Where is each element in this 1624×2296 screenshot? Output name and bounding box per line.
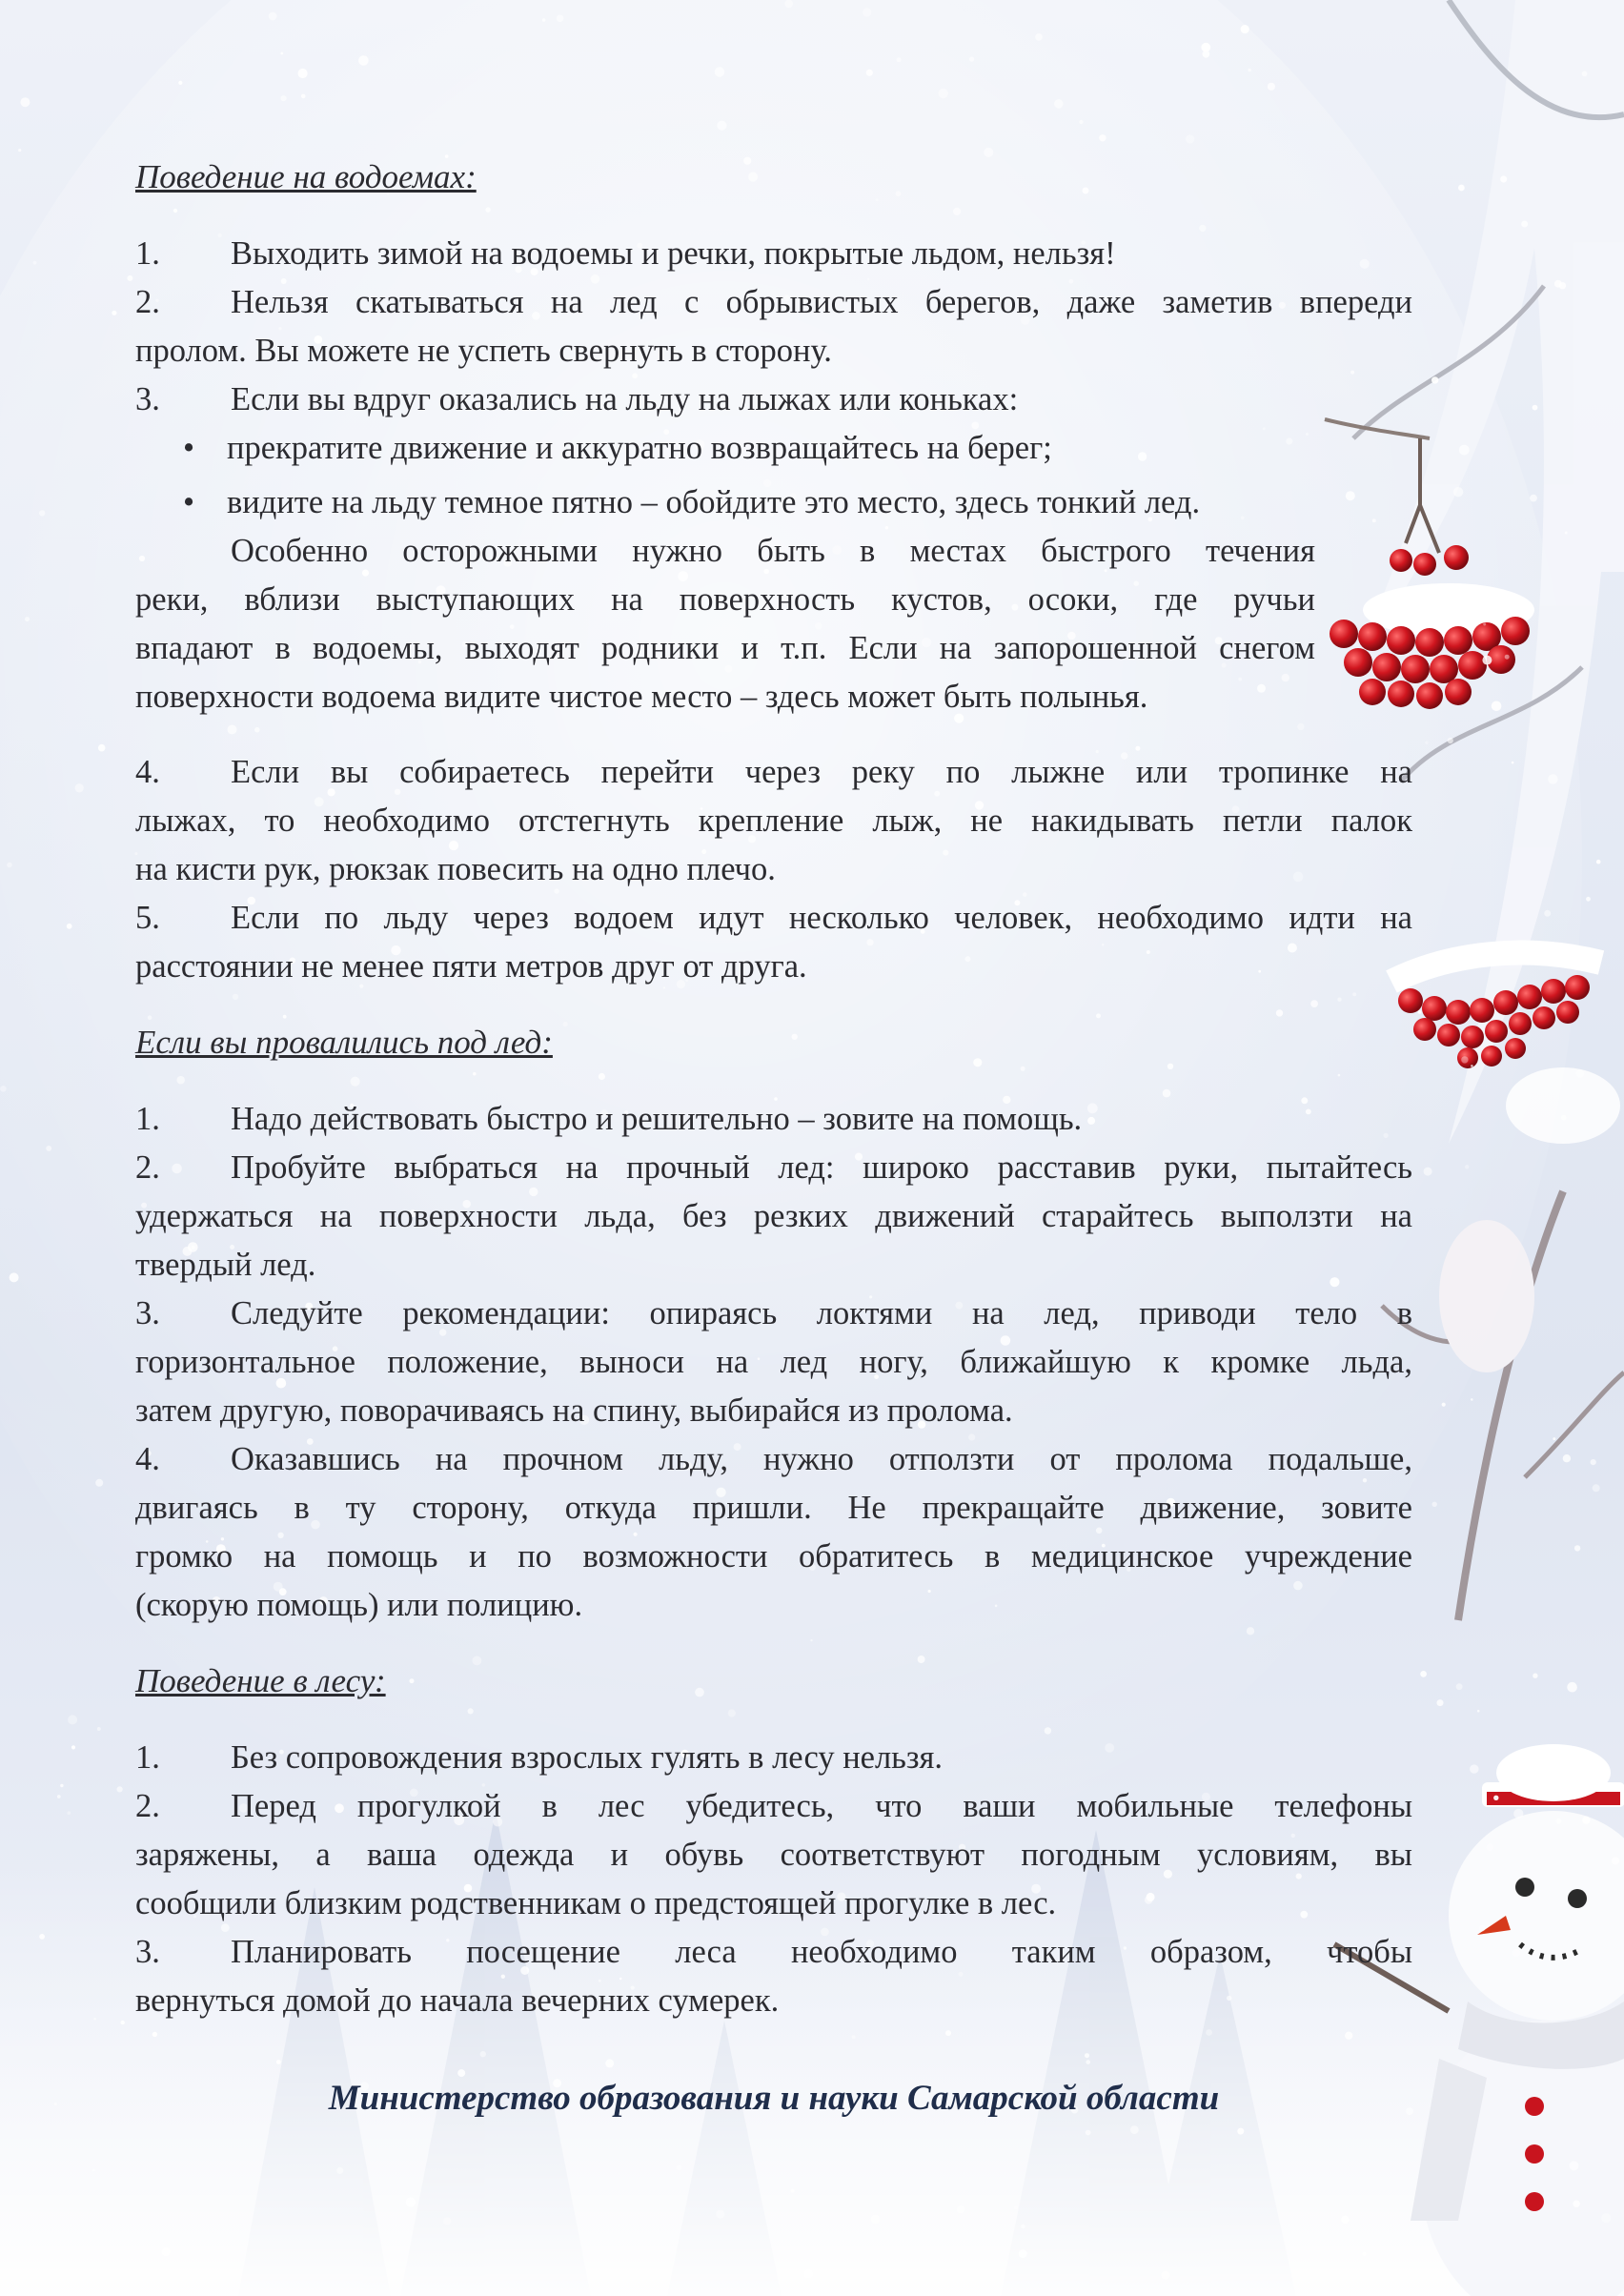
snowflake — [1248, 69, 1250, 71]
snowflake — [1512, 1949, 1520, 1957]
snowflake — [1019, 2249, 1027, 2258]
snowflake — [1086, 2060, 1090, 2064]
water-item-5 — [135, 899, 1412, 937]
ice-item-4-cont-1: двигаясь в ту сторону, откуда пришли. Не прекращайте движение, зовите — [135, 1490, 1412, 1526]
ice-item-4-cont-2: громко на помощь и по возможности обратитесь в медицинское учреждение — [135, 1538, 1412, 1575]
bullet-text: прекратите движение и аккуратно возвращайтесь на берег; — [227, 430, 1052, 466]
snowflake — [121, 2021, 125, 2024]
snowflake — [1582, 71, 1588, 77]
snowflake — [542, 18, 546, 22]
snowflake — [18, 149, 21, 152]
snowflake — [1456, 1683, 1463, 1690]
snowflake — [1362, 2252, 1366, 2256]
item-number: 1. — [135, 1101, 160, 1137]
snowflake — [918, 1656, 925, 1663]
snowflake — [1561, 1115, 1567, 1121]
snowflake — [1161, 2271, 1169, 2280]
snowflake — [876, 198, 879, 201]
snowflake — [957, 2205, 965, 2214]
snowflake — [1500, 175, 1507, 182]
snowflake — [1554, 280, 1562, 288]
snowflake — [283, 1015, 287, 1019]
snowflake — [98, 744, 106, 752]
item-number: 4. — [135, 754, 160, 790]
snowflake — [449, 841, 458, 850]
paragraph-text: Особенно осторожными нужно быть в местах быстрого течения — [231, 533, 1315, 569]
snowflake — [810, 1639, 812, 1641]
snowflake — [1345, 2032, 1352, 2040]
water-item-4-cont-2: на кисти рук, рюкзак повесить на одно плечо. — [135, 851, 776, 887]
snowflake — [1086, 2130, 1091, 2136]
snowflake — [57, 1795, 61, 1798]
snowflake — [1338, 1074, 1341, 1077]
snowflake — [457, 2069, 465, 2077]
snowflake — [25, 617, 30, 621]
snowflake — [1521, 221, 1528, 228]
snowflake — [1574, 1545, 1580, 1551]
snowflake — [1483, 623, 1486, 626]
snowflake — [959, 1972, 964, 1977]
item-text: Если вы вдруг оказались на льду на лыжах или коньках: — [231, 381, 1019, 417]
snowflake — [162, 2247, 171, 2256]
snowflake — [1247, 1627, 1254, 1635]
snowflake — [1099, 134, 1106, 141]
snowflake — [1448, 738, 1453, 743]
snowflake — [1237, 2128, 1244, 2135]
snowflake — [792, 1034, 798, 1040]
snowflake — [1612, 1857, 1619, 1864]
snowflake — [677, 2164, 682, 2170]
snowflake — [969, 56, 974, 61]
ice-item-2-cont-1: удержаться на поверхности льда, без резких движений старайтесь выползти на — [135, 1198, 1412, 1234]
snowflake — [278, 327, 281, 330]
forest-item-2-cont-2: сообщили близким родственникам о предстоящей прогулке в лес. — [135, 1885, 1057, 1921]
water-item-2 — [135, 283, 1412, 321]
snowflake — [358, 55, 369, 66]
snowflake — [127, 275, 132, 281]
snowflake — [605, 2059, 614, 2067]
snowflake — [728, 1709, 736, 1717]
snowflake — [254, 727, 260, 733]
snowflake — [1459, 445, 1470, 456]
snowflake — [20, 97, 30, 107]
water-paragraph-line-4: поверхности водоема видите чистое место – здесь может быть полынья. — [135, 679, 1148, 715]
item-number: 5. — [135, 900, 160, 936]
snowflake — [92, 2169, 95, 2172]
forest-item-2 — [135, 1787, 1412, 1825]
snowflake — [443, 2217, 451, 2225]
snowflake — [984, 148, 993, 157]
snowflake — [1352, 992, 1356, 996]
item-number: 3. — [135, 381, 160, 417]
ice-item-1 — [135, 1100, 1412, 1138]
snowflake — [1513, 1809, 1523, 1819]
snowflake — [176, 1076, 185, 1085]
snowflake — [473, 1072, 477, 1076]
snowflake — [46, 1146, 51, 1151]
snowflake — [10, 1272, 19, 1282]
item-text: Без сопровождения взрослых гулять в лесу нельзя. — [231, 1739, 944, 1776]
snowflake — [173, 209, 177, 213]
snowflake — [1045, 1727, 1051, 1734]
snowflake — [1596, 860, 1601, 864]
snowflake — [1363, 1478, 1367, 1482]
forest-item-3 — [135, 1933, 1412, 1971]
ice-item-4-cont-3: (скорую помощь) или полицию. — [135, 1587, 583, 1623]
snowflake — [1083, 188, 1089, 194]
water-item-5-cont: расстоянии не менее пяти метров друг от друга. — [135, 948, 807, 985]
water-bullet-2 — [135, 483, 1412, 521]
ice-item-3-cont-1: горизонтальное положение, выноси на лед ногу, ближайшую к кромке льда, — [135, 1344, 1412, 1380]
water-bullet-1 — [135, 429, 1412, 467]
item-number: 2. — [135, 1788, 160, 1824]
snowflake — [1021, 2225, 1025, 2229]
snowflake — [953, 208, 961, 215]
snowflake — [1530, 495, 1537, 502]
snowflake — [563, 1022, 568, 1026]
water-paragraph-line-2: реки, вблизи выступающих на поверхность кустов, осоки, где ручьи — [135, 581, 1315, 618]
snowflake — [557, 14, 564, 22]
snowflake — [351, 1077, 360, 1087]
snowflake — [178, 81, 182, 85]
snowflake — [945, 2030, 951, 2036]
snowflake — [68, 1715, 77, 1724]
snowflake — [1533, 405, 1538, 411]
water-item-2-cont: пролом. Вы можете не успеть свернуть в сторону. — [135, 333, 832, 369]
snowflake — [1296, 1874, 1302, 1879]
snowflake — [1461, 1056, 1468, 1063]
snowflake — [748, 173, 758, 182]
snowflake — [1425, 742, 1428, 744]
snowflake — [406, 2197, 416, 2206]
snowflake — [1023, 892, 1027, 897]
snowflake — [1297, 723, 1305, 731]
snowflake — [897, 57, 902, 62]
water-item-3 — [135, 380, 1412, 418]
snowflake — [1310, 1000, 1318, 1007]
snowflake — [1593, 1484, 1600, 1492]
snowflake — [1418, 1010, 1422, 1014]
snowflake — [1186, 134, 1194, 143]
snowflake — [1135, 746, 1140, 751]
snowflake — [1586, 897, 1591, 902]
snowflake — [7, 863, 12, 868]
snowflake — [1517, 1754, 1526, 1762]
item-text: Если по льду через водоем идут несколько человек, необходимо идти на — [231, 900, 1412, 936]
snowflake — [939, 89, 948, 98]
snowflake — [866, 70, 873, 76]
snowflake — [298, 69, 308, 78]
snowflake — [1505, 655, 1510, 660]
snowflake — [95, 1479, 103, 1487]
snowflake — [221, 1923, 230, 1932]
snowflake — [33, 261, 37, 265]
snowflake — [501, 1975, 505, 1979]
item-number: 4. — [135, 1441, 160, 1477]
snowflake — [336, 2167, 343, 2174]
snowflake — [715, 67, 724, 76]
item-text: Перед прогулкой в лес убедитесь, что ваши мобильные телефоны — [231, 1788, 1412, 1824]
snowflake — [1102, 944, 1105, 946]
snowflake — [1350, 371, 1354, 375]
snowflake — [1582, 1817, 1590, 1824]
snowflake — [97, 1727, 101, 1731]
snowflake — [276, 2060, 281, 2064]
snowflake — [885, 526, 888, 529]
snowflake — [1199, 225, 1206, 232]
snowflake — [1573, 2201, 1579, 2207]
item-number: 3. — [135, 1934, 160, 1970]
snowflake — [1163, 1089, 1171, 1098]
snowflake — [1268, 83, 1275, 91]
item-number: 2. — [135, 1149, 160, 1186]
snowflake — [1465, 1165, 1469, 1168]
water-item-4-cont-1: лыжах, то необходимо отстегнуть крепление лыж, не накидывать петли палок — [135, 803, 1412, 839]
snowflake — [1591, 1459, 1596, 1465]
snowflake — [1486, 1843, 1493, 1851]
forest-item-2-cont-1: заряжены, а ваша одежда и обувь соответствуют погодным условиям, вы — [135, 1837, 1412, 1873]
snowflake — [75, 783, 84, 792]
snowflake — [803, 2269, 813, 2279]
snowflake — [1085, 2053, 1089, 2058]
snowflake — [717, 121, 726, 131]
snowflake — [784, 0, 793, 8]
snowflake — [1493, 1796, 1498, 1800]
snowflake — [1458, 185, 1465, 192]
snowflake — [1431, 376, 1438, 383]
snowflake — [1576, 1069, 1585, 1078]
item-text: Оказавшись на прочном льду, нужно отползти от пролома подальше, — [231, 1441, 1412, 1477]
snowflake — [1477, 1710, 1480, 1713]
snowflake — [410, 1678, 415, 1683]
snowflake — [1565, 532, 1568, 535]
snowflake — [1471, 1065, 1473, 1067]
snowflake — [480, 2051, 486, 2057]
water-item-4 — [135, 753, 1412, 791]
snowflake — [1035, 33, 1043, 41]
snowflake — [1167, 1064, 1173, 1069]
snowflake — [39, 510, 45, 516]
snowflake — [1130, 2125, 1139, 2134]
snowflake — [54, 2103, 57, 2105]
heading-fell-through-ice: Если вы провалились под лед: — [135, 1024, 553, 1061]
heading-forest-behavior: Поведение в лесу: — [135, 1662, 386, 1699]
snowflake — [68, 1811, 71, 1815]
snowflake — [1512, 762, 1514, 764]
snowflake — [1471, 1398, 1473, 1401]
snowflake — [1424, 1168, 1432, 1176]
snowflake — [791, 2189, 795, 2193]
ice-item-3-cont-2: затем другую, поворачиваясь на спину, выбирайся из пролома. — [135, 1392, 1013, 1429]
snowflake — [117, 1786, 123, 1792]
item-number: 1. — [135, 235, 160, 272]
snowflake — [0, 1086, 7, 1092]
item-number: 1. — [135, 1739, 160, 1776]
snowflake — [473, 1656, 482, 1666]
ice-item-4 — [135, 1440, 1412, 1478]
snowflake — [934, 791, 940, 797]
heading-water-behavior: Поведение на водоемах: — [135, 158, 477, 195]
item-text: Нельзя скатываться на лед с обрывистых берегов, даже заметив впереди — [231, 284, 1412, 320]
ice-item-3 — [135, 1294, 1412, 1332]
snowflake — [1079, 120, 1083, 124]
snowflake — [1096, 1013, 1101, 1018]
snowflake — [1437, 1699, 1444, 1706]
snowflake — [1519, 1791, 1522, 1794]
ministry-footer: Министерство образования и науки Самарской области — [328, 2079, 1220, 2118]
bullet-icon: • — [183, 484, 195, 520]
snowflake — [1337, 998, 1341, 1002]
snowflake — [743, 157, 751, 165]
snowflake — [67, 924, 72, 929]
snowflake — [871, 2215, 881, 2225]
snowflake — [280, 52, 283, 55]
snowflake — [39, 1934, 45, 1940]
snowflake — [867, 278, 870, 281]
snowflake — [554, 888, 558, 893]
snowflake — [233, 994, 238, 1000]
snowflake — [619, 1978, 622, 1981]
snowflake — [1479, 1925, 1486, 1932]
snowflake — [1563, 1454, 1571, 1462]
snowflake — [973, 1058, 982, 1067]
snowflake — [852, 2035, 856, 2039]
snowflake — [1553, 1437, 1555, 1440]
snowflake — [529, 1188, 538, 1196]
snowflake — [632, 373, 638, 378]
snowflake — [1420, 1671, 1427, 1677]
snowflake — [1203, 51, 1210, 58]
bullet-text: видите на льду темное пятно – обойдите это место, здесь тонкий лед. — [227, 484, 1201, 520]
snowflake — [148, 1015, 152, 1020]
snowflake — [1601, 2213, 1611, 2223]
snowflake — [1570, 2161, 1579, 2170]
snowflake — [1021, 1067, 1025, 1071]
snowflake — [1432, 1502, 1437, 1507]
snowflake — [362, 570, 369, 577]
snowflake — [1241, 25, 1249, 33]
snowflake — [663, 986, 665, 988]
snowflake — [866, 939, 873, 945]
snowflake — [1482, 656, 1492, 665]
snowflake — [1054, 99, 1064, 109]
snowflake — [301, 94, 306, 99]
snowflake — [468, 1708, 474, 1714]
forest-item-1 — [135, 1738, 1412, 1777]
snowflake — [1544, 910, 1551, 917]
item-text: Пробуйте выбраться на прочный лед: широко расставив руки, пытайтесь — [231, 1149, 1412, 1186]
snowflake — [896, 191, 902, 196]
snowflake — [634, 1533, 638, 1536]
snowflake — [1533, 1674, 1537, 1678]
snowflake — [1276, 1009, 1283, 1016]
forest-item-3-cont: вернуться домой до начала вечерних сумерек. — [135, 1982, 780, 2019]
snowflake — [60, 1784, 63, 1787]
snowflake — [93, 2018, 96, 2021]
item-number: 3. — [135, 1295, 160, 1331]
bullet-icon: • — [183, 430, 195, 466]
snowflake — [1492, 701, 1502, 712]
snowflake — [71, 1745, 75, 1749]
snowflake — [1206, 2029, 1212, 2036]
item-text: Надо действовать быстро и решительно – зовите на помощь. — [231, 1101, 1083, 1137]
snowflake — [1096, 1528, 1103, 1534]
snowflake — [280, 95, 286, 101]
snowflake — [1453, 487, 1463, 497]
snowflake — [112, 311, 116, 315]
item-text: Планировать посещение леса необходимо таким образом, чтобы — [231, 1934, 1412, 1970]
snowflake — [269, 12, 277, 21]
snowflake — [1556, 1819, 1562, 1824]
ice-item-2 — [135, 1148, 1412, 1187]
snowflake — [1470, 1764, 1478, 1773]
snowflake — [1341, 2216, 1350, 2225]
ice-item-2-cont-2: твердый лед. — [135, 1247, 316, 1283]
item-text: Следуйте рекомендации: опираясь локтями на лед, приводи тело в — [231, 1295, 1412, 1331]
snowflake — [1014, 2205, 1018, 2209]
item-text: Если вы собираетесь перейти через реку по лыжне или тропинке на — [231, 754, 1412, 790]
snowflake — [485, 207, 490, 212]
water-paragraph-line-3: впадают в водоемы, выходят родники и т.п. Если на запорошенной снегом — [135, 630, 1315, 666]
water-item-1 — [135, 234, 1412, 273]
snowflake — [1567, 1682, 1577, 1693]
snowflake — [863, 8, 871, 16]
water-paragraph-line-1 — [135, 532, 1315, 570]
snowflake — [152, 2032, 157, 2037]
item-text: Выходить зимой на водоемы и речки, покрытые льдом, нельзя! — [231, 235, 1116, 272]
snowflake — [228, 725, 237, 735]
snowflake — [599, 1073, 605, 1080]
item-number: 2. — [135, 284, 160, 320]
snowflake — [1548, 774, 1557, 783]
snowflake — [716, 2210, 724, 2219]
snowflake — [695, 1688, 704, 1697]
snowflake — [1442, 1403, 1446, 1407]
